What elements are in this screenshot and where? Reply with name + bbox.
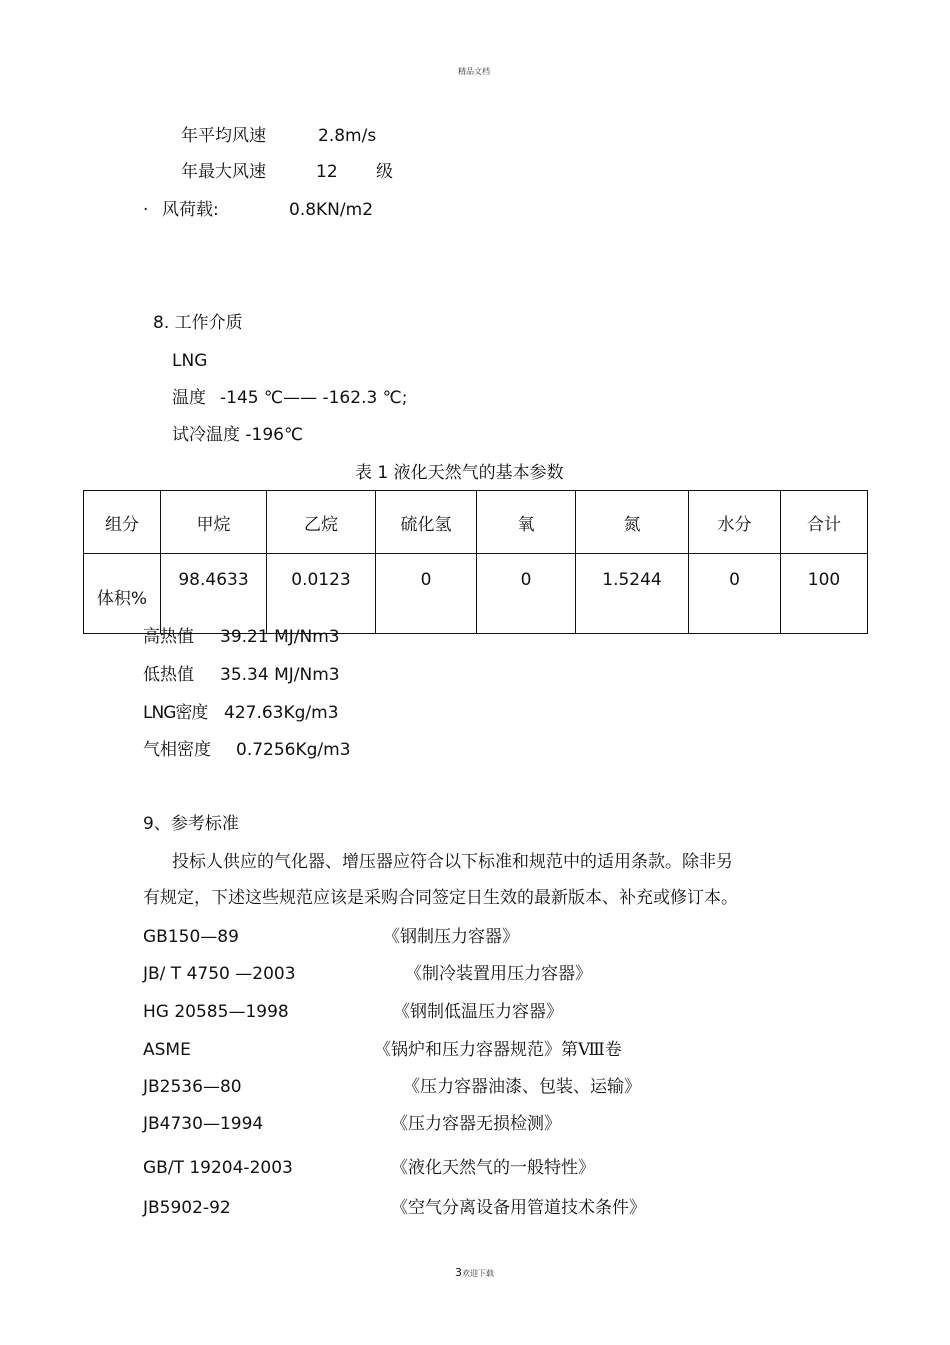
header-cell: 组分 xyxy=(84,491,161,554)
header-cell: 水分 xyxy=(689,491,781,554)
standard-title: 《压力容器油漆、包装、运输》 xyxy=(403,1077,641,1097)
header-cell: 氧 xyxy=(477,491,576,554)
table-caption: 表 1 液化天然气的基本参数 xyxy=(355,463,564,483)
property-label: LNG密度 xyxy=(143,703,208,723)
paragraph-line-2: 有规定，下述这些规范应该是采购合同签定日生效的最新版本、补充或修订本。 xyxy=(143,888,738,908)
temperature-label: 温度 xyxy=(172,388,206,408)
property-label: 气相密度 xyxy=(143,740,211,760)
header-cell: 硫化氢 xyxy=(376,491,477,554)
table-cell: 1.5244 xyxy=(576,554,689,634)
property-label: 低热值 xyxy=(143,665,194,685)
header-cell: 氮 xyxy=(576,491,689,554)
property-value: 39.21 MJ/Nm3 xyxy=(220,627,340,647)
standard-code: GB/T 19204-2003 xyxy=(143,1158,293,1178)
standard-title: 《钢制低温压力容器》 xyxy=(393,1002,563,1022)
section-9-heading: 9、参考标准 xyxy=(143,814,239,834)
standard-title: 《空气分离设备用管道技术条件》 xyxy=(391,1198,646,1218)
standard-code: ASME xyxy=(143,1040,191,1060)
standard-code: JB5902-92 xyxy=(143,1198,231,1218)
temperature-value: -145 ℃—— -162.3 ℃; xyxy=(220,388,408,408)
wind-load-value: 0.8KN/m2 xyxy=(289,200,374,220)
table-header-row xyxy=(84,491,868,554)
bullet: · xyxy=(143,200,149,220)
table-cell: 体积% xyxy=(84,554,161,634)
max-wind-value: 12 xyxy=(316,162,338,182)
standard-code: JB2536—80 xyxy=(143,1077,242,1097)
standard-code: JB/ T 4750 —2003 xyxy=(143,964,296,984)
standard-code: JB4730—1994 xyxy=(143,1114,264,1134)
header-cell: 合计 xyxy=(781,491,868,554)
avg-wind-label: 年平均风速 xyxy=(181,126,266,146)
table-row xyxy=(84,554,868,634)
standard-code: HG 20585—1998 xyxy=(143,1002,289,1022)
standard-code: GB150—89 xyxy=(143,927,239,947)
table-cell: 0 xyxy=(477,554,576,634)
standard-title: 《压力容器无损检测》 xyxy=(391,1114,561,1134)
max-wind-unit: 级 xyxy=(376,162,393,182)
property-value: 35.34 MJ/Nm3 xyxy=(220,665,340,685)
table-cell: 0.0123 xyxy=(267,554,376,634)
max-wind-label: 年最大风速 xyxy=(181,162,266,182)
property-value: 427.63Kg/m3 xyxy=(224,703,339,723)
table-cell: 98.4633 xyxy=(161,554,267,634)
page-footer xyxy=(455,1261,494,1280)
test-temperature: 试冷温度 -196℃ xyxy=(172,425,304,445)
page-number: 3 xyxy=(455,1266,462,1279)
header-cell: 乙烷 xyxy=(267,491,376,554)
header-cell: 甲烷 xyxy=(161,491,267,554)
property-label: 高热值 xyxy=(143,627,194,647)
section-8-heading: 8. 工作介质 xyxy=(153,313,243,333)
page-header: 精品文档 xyxy=(458,67,490,76)
lng-parameter-table xyxy=(83,490,868,634)
standard-title: 《制冷装置用压力容器》 xyxy=(405,964,592,984)
table-cell: 0 xyxy=(376,554,477,634)
medium-name: LNG xyxy=(172,351,208,371)
paragraph-line-1: 投标人供应的气化器、增压器应符合以下标准和规范中的适用条款。除非另 xyxy=(172,852,733,872)
table-cell: 100 xyxy=(781,554,868,634)
footer-text: 欢迎下载 xyxy=(462,1269,494,1278)
standard-title: 《液化天然气的一般特性》 xyxy=(391,1158,595,1178)
table-cell: 0 xyxy=(689,554,781,634)
standard-title: 《钢制压力容器》 xyxy=(383,927,519,947)
property-value: 0.7256Kg/m3 xyxy=(236,740,351,760)
standard-title: 《锅炉和压力容器规范》第Ⅷ卷 xyxy=(374,1040,622,1060)
avg-wind-value: 2.8m/s xyxy=(318,126,377,146)
wind-load-label: 风荷载: xyxy=(162,200,219,220)
